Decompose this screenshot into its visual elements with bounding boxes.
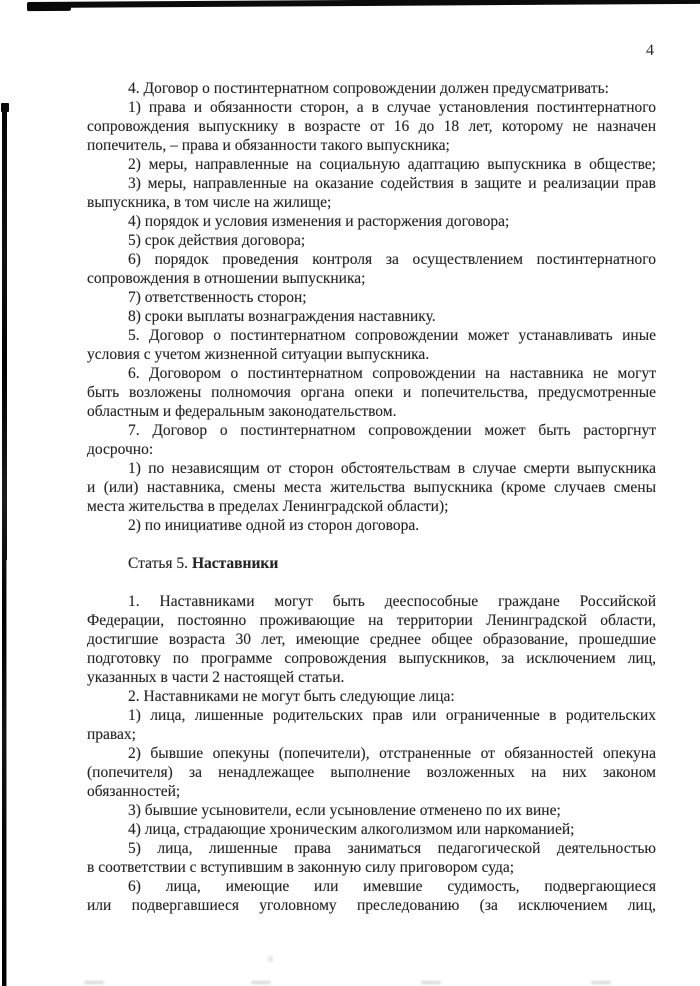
text-line: 3) бывшие усыновители, если усыновление отменено по их вине;: [128, 802, 561, 819]
scan-edge-left-highlight: [6, 560, 8, 986]
text-line: 4) лица, страдающие хроническим алкоголизмом или наркоманией;: [128, 821, 575, 838]
blank-line: [87, 573, 656, 592]
text-line: 5) лица, лишенные права заниматься педагогической деятельностью: [128, 840, 656, 857]
bleed-through-smudge: [268, 956, 273, 962]
article-heading: [87, 554, 656, 573]
text-line: условия с учетом жизненной ситуации выпускника.: [87, 346, 430, 363]
text-line: 5. Договор о постинтернатном сопровождении может устанавливать иные: [128, 327, 656, 344]
text-line: выпускника, в том числе на жилище;: [87, 194, 332, 211]
page-number: 4: [646, 42, 654, 59]
text-line: 6) лица, имеющие или имевшие судимость, подвергающиеся: [128, 878, 656, 895]
text-line: места жительства в пределах Ленинградской области);: [87, 498, 449, 515]
text-line: сопровождения выпускнику в возрасте от 16 до 18 лет, которому не назначен: [87, 118, 656, 135]
text-line: 5) срок действия договора;: [128, 232, 306, 249]
text-line: быть возложены полномочия органа опеки и попечительства, предусмотренные: [87, 384, 656, 401]
bleed-through-smudge: [84, 981, 104, 984]
text-line: сопровождения в отношении выпускника;: [87, 270, 366, 287]
text-line: достигшие возраста 30 лет, имеющие среднее общее образование, прошедшие: [87, 631, 656, 648]
text-line: 7) ответственность сторон;: [128, 289, 307, 306]
text-line: 1. Наставниками могут быть дееспособные граждане Российской: [128, 593, 656, 610]
text-line: 7. Договор о постинтернатном сопровождении может быть расторгнут: [128, 422, 656, 439]
text-line: 8) сроки выплаты вознаграждения наставнику.: [128, 308, 436, 325]
text-line: правах;: [87, 726, 136, 743]
blank-line: [87, 535, 656, 554]
text-line: (попечителя) за ненадлежащее выполнение возложенных на них законом: [87, 764, 656, 781]
article-heading-prefix: Статья 5.: [128, 555, 192, 572]
text-line: 4) порядок и условия изменения и расторжения договора;: [128, 213, 510, 230]
document-body: [87, 79, 656, 915]
text-line: 2) по инициативе одной из сторон договора.: [128, 517, 420, 534]
text-line: или подвергавшиеся уголовному преследованию (за исключением лиц,: [87, 897, 656, 914]
bleed-through-smudge: [421, 981, 441, 984]
text-line: областным и федеральным законодательством.: [87, 403, 397, 420]
text-line: 1) права и обязанности сторон, а в случае установления постинтернатного: [128, 99, 656, 116]
text-line: 6. Договором о постинтернатном сопровождении на наставника не могут: [128, 365, 656, 382]
text-line: попечитель, – права и обязанности такого выпускника;: [87, 137, 450, 154]
text-line: 1) по независящим от сторон обстоятельствам в случае смерти выпускника: [128, 460, 656, 477]
text-line: досрочно:: [87, 441, 154, 458]
text-line: 4. Договор о постинтернатном сопровождении должен предусматривать:: [128, 80, 609, 97]
text-line: и (или) наставника, смены места жительства выпускника (кроме случаев смены: [87, 479, 656, 496]
scan-edge-top-blob: [27, 3, 71, 11]
bleed-through-smudge: [251, 981, 271, 984]
text-line: в соответствии с вступившим в законную силу приговором суда;: [87, 859, 515, 876]
text-line: Федерации, постоянно проживающие на территории Ленинградской области,: [87, 612, 656, 629]
text-line: указанных в части 2 настоящей статьи.: [87, 669, 345, 686]
text-line: 3) меры, направленные на оказание содействия в защите и реализации прав: [128, 175, 656, 192]
article-heading-title: Наставники: [191, 555, 279, 572]
text-line: 6) порядок проведения контроля за осуществлением постинтернатного: [128, 251, 656, 268]
text-line: обязанностей;: [87, 783, 181, 800]
text-line: подготовку по программе сопровождения выпускников, за исключением лиц,: [87, 650, 656, 667]
text-line: 2. Наставниками не могут быть следующие лица:: [128, 688, 455, 705]
text-line: 2) бывшие опекуны (попечители), отстраненные от обязанностей опекуна: [128, 745, 656, 762]
text-line: 1) лица, лишенные родительских прав или ограниченные в родительских: [128, 707, 656, 724]
scan-edge-left-nub: [1, 103, 9, 112]
text-line: 2) меры, направленные на социальную адаптацию выпускника в обществе;: [128, 156, 656, 173]
bleed-through-smudge: [591, 981, 611, 984]
scan-edge-top-bar: [27, 0, 700, 8]
